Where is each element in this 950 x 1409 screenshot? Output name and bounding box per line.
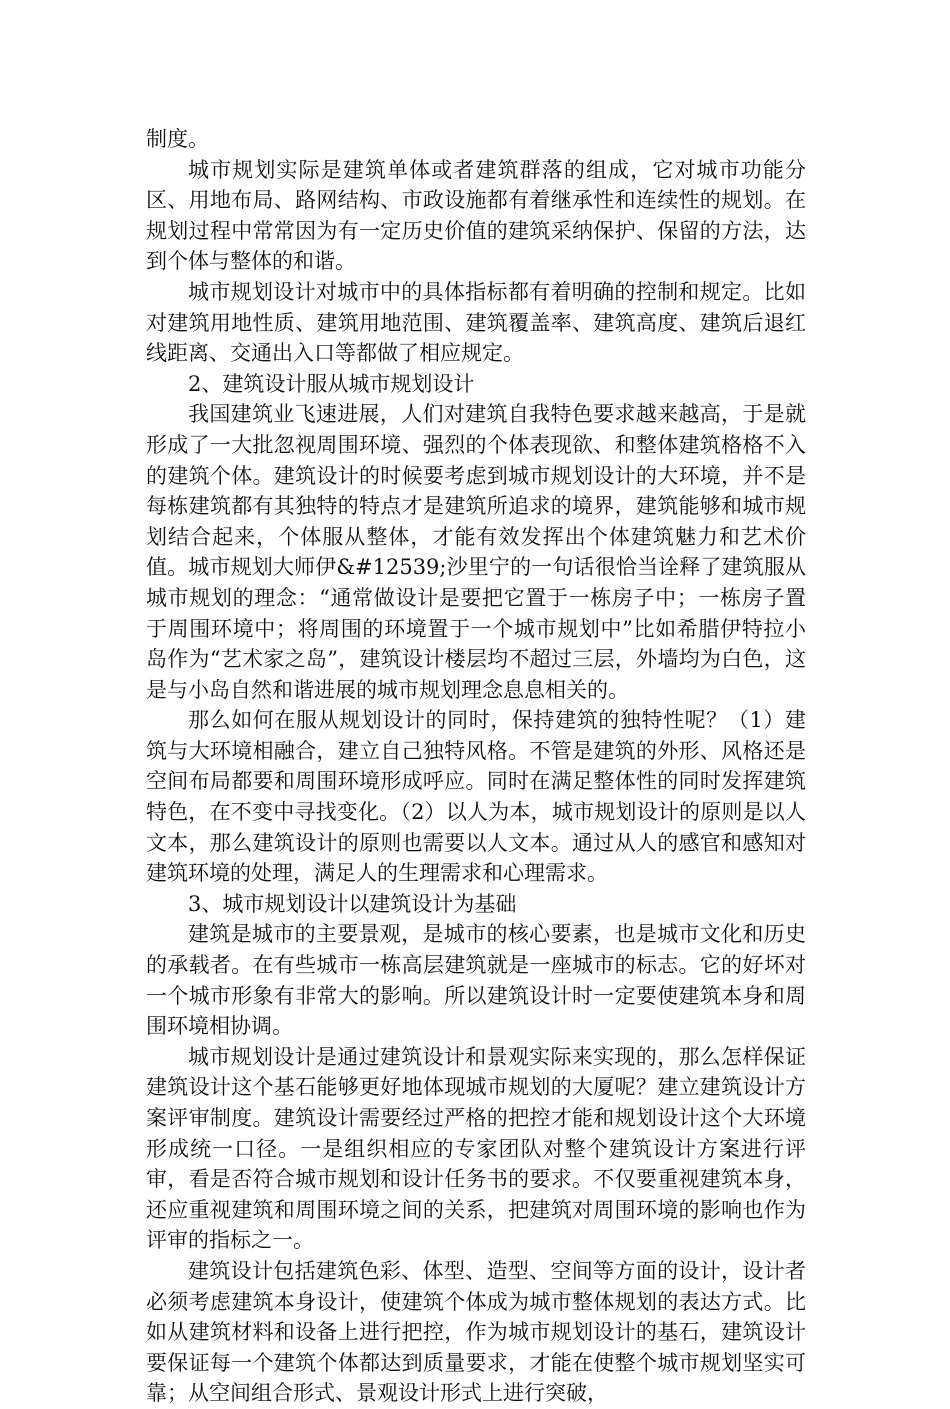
document-body (146, 124, 806, 1409)
paragraph-continuation: 制度。 (146, 127, 209, 151)
paragraph: 我国建筑业飞速进展，人们对建筑自我特色要求越来越高，于是就形成了一大批忽视周围环境、强烈的个体表现欲、和整体建筑格格不入的建筑个体。建筑设计的时候要考虑到城市规划设计的大环境，并不是每栋建筑都有其独特的特点才是建筑所追求的境界，建筑能够和城市规划结合起来，个体服从整体，才能有效发挥出个体建筑魅力和艺术价值。城市规划大师伊&#12539;沙里宁的一句话很恰当诠释了建筑服从城市规划的理念：“通常做设计是要把它置于一栋房子中；一栋房子置于周围环境中；将周围的环境置于一个城市规划中”比如希腊伊特拉小岛作为“艺术家之岛”，建筑设计楼层均不超过三层，外墙均为白色，这是与小岛自然和谐进展的城市规划理念息息相关的。 (146, 402, 806, 702)
section-heading: 3、城市规划设计以建筑设计为基础 (188, 891, 517, 916)
paragraph: 城市规划设计是通过建筑设计和景观实际来实现的，那么怎样保证建筑设计这个基石能够更好地体现城市规划的大厦呢？建立建筑设计方案评审制度。建筑设计需要经过严格的把控才能和规划设计这个大环境形成统一口径。一是组织相应的专家团队对整个建筑设计方案进行评审，看是否符合城市规划和设计任务书的要求。不仅要重视建筑本身，还应重视建筑和周围环境之间的关系，把建筑对周围环境的影响也作为评审的指标之一。 (146, 1044, 806, 1253)
paragraph: 城市规划实际是建筑单体或者建筑群落的组成，它对城市功能分区、用地布局、路网结构、市政设施都有着继承性和连续性的规划。在规划过程中常常因为有一定历史价值的建筑采纳保护、保留的方法，达到个体与整体的和谐。 (146, 157, 806, 274)
paragraph: 建筑设计包括建筑色彩、体型、造型、空间等方面的设计，设计者必须考虑建筑本身设计，使建筑个体成为城市整体规划的表达方式。比如从建筑材料和设备上进行把控，作为城市规划设计的基石，建筑设计要保证每一个建筑个体都达到质量要求，才能在使整个城市规划坚实可靠；从空间组合形式、景观设计形式上进行突破， (146, 1258, 806, 1406)
paragraph: 那么如何在服从规划设计的同时，保持建筑的独特性呢？（1）建筑与大环境相融合，建立自己独特风格。不管是建筑的外形、风格还是空间布局都要和周围环境形成呼应。同时在满足整体性的同时发挥建筑特色，在不变中寻找变化。（2）以人为本，城市规划设计的原则是以人文本，那么建筑设计的原则也需要以人文本。通过从人的感官和感知对建筑环境的处理，满足人的生理需求和心理需求。 (146, 708, 806, 886)
paragraph: 城市规划设计对城市中的具体指标都有着明确的控制和规定。比如对建筑用地性质、建筑用地范围、建筑覆盖率、建筑高度、建筑后退红线距离、交通出入口等都做了相应规定。 (146, 279, 806, 366)
paragraph: 建筑是城市的主要景观，是城市的核心要素，也是城市文化和历史的承载者。在有些城市一栋高层建筑就是一座城市的标志。它的好坏对一个城市形象有非常大的影响。所以建筑设计时一定要使建筑本身和周围环境相协调。 (146, 922, 806, 1039)
section-heading: 2、建筑设计服从城市规划设计 (188, 371, 475, 396)
